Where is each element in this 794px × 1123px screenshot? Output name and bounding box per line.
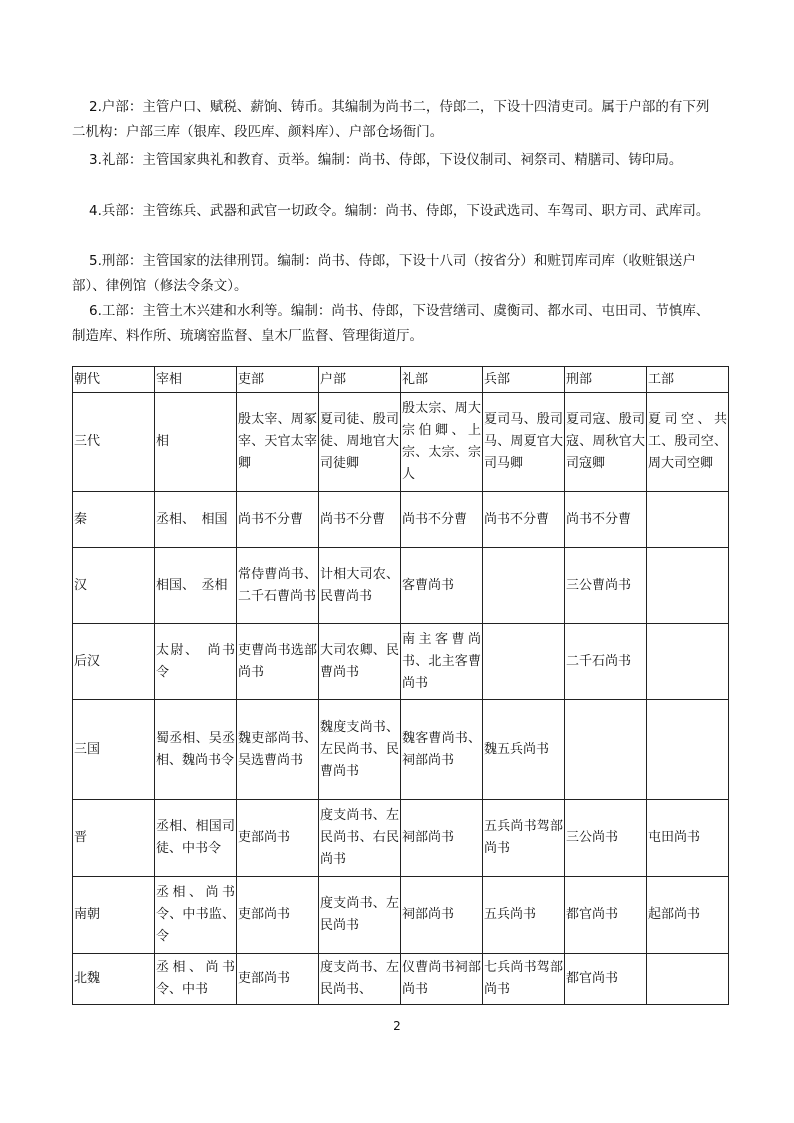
paragraph-hubu: [72, 95, 722, 145]
table-cell: 尚书不分曹: [483, 492, 565, 548]
table-cell: 相国、 丞相: [155, 548, 237, 624]
table-cell: 客曹尚书: [401, 548, 483, 624]
table-cell: 起部尚书: [647, 877, 729, 954]
table-cell: 秦: [73, 492, 155, 548]
table-cell: 尚书不分曹: [319, 492, 401, 548]
table-cell: 吏部尚书: [237, 800, 319, 877]
paragraph-gongbu: [72, 299, 722, 349]
table-cell: 汉: [73, 548, 155, 624]
header-cell: 户部: [319, 367, 401, 393]
table-cell: [483, 624, 565, 700]
table-cell: 北魏: [73, 954, 155, 1005]
paragraph-text: 4.兵部：主管练兵、武器和武官一切政令。编制：尚书、侍郎，下设武选司、车驾司、职方司、武库司。: [89, 203, 710, 219]
paragraph-text: 5.刑部：主管国家的法律刑罚。编制：尚书、侍郎，下设十八司（按省分）和赃罚库司库（收赃银送户部）、律例馆（修法令条文）。: [72, 253, 696, 294]
table-cell: 殷太宗、周大宗伯卿、上宗、太宗、宗人: [401, 393, 483, 492]
table-cell: 尚书不分曹: [237, 492, 319, 548]
table-cell: 蜀丞相、吴丞相、魏尚书令: [155, 700, 237, 800]
table-cell: 常侍曹尚书、二千石曹尚书: [237, 548, 319, 624]
table-cell: 吏部尚书: [237, 877, 319, 954]
table-cell: 五兵尚书: [483, 877, 565, 954]
table-cell: 尚书不分曹: [565, 492, 647, 548]
table-cell: 五兵尚书驾部尚书: [483, 800, 565, 877]
table-cell: 南主客曹尚书、北主客曹尚书: [401, 624, 483, 700]
table-row: [73, 492, 729, 548]
table-row: [73, 700, 729, 800]
table-cell: [647, 548, 729, 624]
header-cell: 工部: [647, 367, 729, 393]
header-cell: 宰相: [155, 367, 237, 393]
table-cell: 尚书不分曹: [401, 492, 483, 548]
table-cell: 后汉: [73, 624, 155, 700]
table-row: [73, 877, 729, 954]
table-cell: 魏度支尚书、左民尚书、民曹尚书: [319, 700, 401, 800]
official-titles-table-wrapper: [72, 366, 728, 1005]
table-cell: 相: [155, 393, 237, 492]
paragraph-text: 2.户部：主管户口、赋税、薪饷、铸币。其编制为尚书二，侍郎二，下设十四清吏司。属于户部的有下列二机构：户部三库（银库、段匹库、颜料库）、户部仓场衙门。: [72, 99, 710, 140]
table-header-row: [73, 367, 729, 393]
table-cell: 大司农卿、民曹尚书: [319, 624, 401, 700]
header-cell: 朝代: [73, 367, 155, 393]
table-cell: 计相大司农、民曹尚书: [319, 548, 401, 624]
table-cell: 吏部尚书: [237, 954, 319, 1005]
table-row: [73, 548, 729, 624]
table-cell: 度支尚书、左民尚书、右民尚书: [319, 800, 401, 877]
header-cell: 吏部: [237, 367, 319, 393]
paragraph-bingbu: [72, 199, 722, 224]
table-cell: 太尉、 尚书令: [155, 624, 237, 700]
table-cell: 三国: [73, 700, 155, 800]
table-cell: 都官尚书: [565, 877, 647, 954]
table-cell: 殷太宰、周冢宰、天官太宰卿: [237, 393, 319, 492]
paragraph-text: 6.工部：主管土木兴建和水利等。编制：尚书、侍郎，下设营缮司、虞衡司、都水司、屯田司、节慎库、制造库、料作所、琉璃窑监督、皇木厂监督、管理街道厅。: [72, 303, 710, 344]
table-cell: 魏五兵尚书: [483, 700, 565, 800]
table-row: [73, 624, 729, 700]
table-cell: 南朝: [73, 877, 155, 954]
table-cell: 夏司马、殷司马、周夏官大司马卿: [483, 393, 565, 492]
table-cell: 魏客曹尚书、祠部尚书: [401, 700, 483, 800]
table-cell: [647, 954, 729, 1005]
table-cell: 屯田尚书: [647, 800, 729, 877]
header-cell: 礼部: [401, 367, 483, 393]
table-cell: 祠部尚书: [401, 877, 483, 954]
page-number: 2: [393, 1019, 401, 1033]
table-cell: 丞相、相国司徒、中书令: [155, 800, 237, 877]
table-cell: 七兵尚书驾部尚书: [483, 954, 565, 1005]
table-cell: 丞相、 相国: [155, 492, 237, 548]
paragraph-text: 3.礼部：主管国家典礼和教育、贡举。编制：尚书、侍郎，下设仪制司、祠祭司、精膳司、铸印局。: [89, 152, 683, 168]
table-cell: 二千石尚书: [565, 624, 647, 700]
table-cell: 度支尚书、左民尚书: [319, 877, 401, 954]
table-cell: 三代: [73, 393, 155, 492]
paragraph-xingbu: [72, 249, 722, 299]
table-cell: 夏司空、共工、殷司空、周大司空卿: [647, 393, 729, 492]
table-cell: 祠部尚书: [401, 800, 483, 877]
table-cell: 夏司徒、殷司徒、周地官大司徒卿: [319, 393, 401, 492]
table-cell: [647, 700, 729, 800]
table-cell: [483, 548, 565, 624]
table-cell: 仪曹尚书祠部尚书: [401, 954, 483, 1005]
table-row: [73, 393, 729, 492]
table-cell: 夏司寇、殷司寇、周秋官大司寇卿: [565, 393, 647, 492]
table-row: [73, 800, 729, 877]
table-cell: 丞相、尚书令、中书监、令: [155, 877, 237, 954]
header-cell: 兵部: [483, 367, 565, 393]
table-cell: 丞相、尚书令、中书: [155, 954, 237, 1005]
table-cell: 度支尚书、左民尚书、: [319, 954, 401, 1005]
table-cell: 三公曹尚书: [565, 548, 647, 624]
table-cell: 吏曹尚书选部尚书: [237, 624, 319, 700]
table-cell: [565, 700, 647, 800]
table-cell: [647, 624, 729, 700]
table-cell: 晋: [73, 800, 155, 877]
header-cell: 刑部: [565, 367, 647, 393]
table-cell: 魏吏部尚书、吴选曹尚书: [237, 700, 319, 800]
official-titles-table: [72, 366, 729, 1005]
paragraph-libu: [72, 148, 722, 173]
table-cell: [647, 492, 729, 548]
table-row: [73, 954, 729, 1005]
table-cell: 三公尚书: [565, 800, 647, 877]
table-cell: 都官尚书: [565, 954, 647, 1005]
